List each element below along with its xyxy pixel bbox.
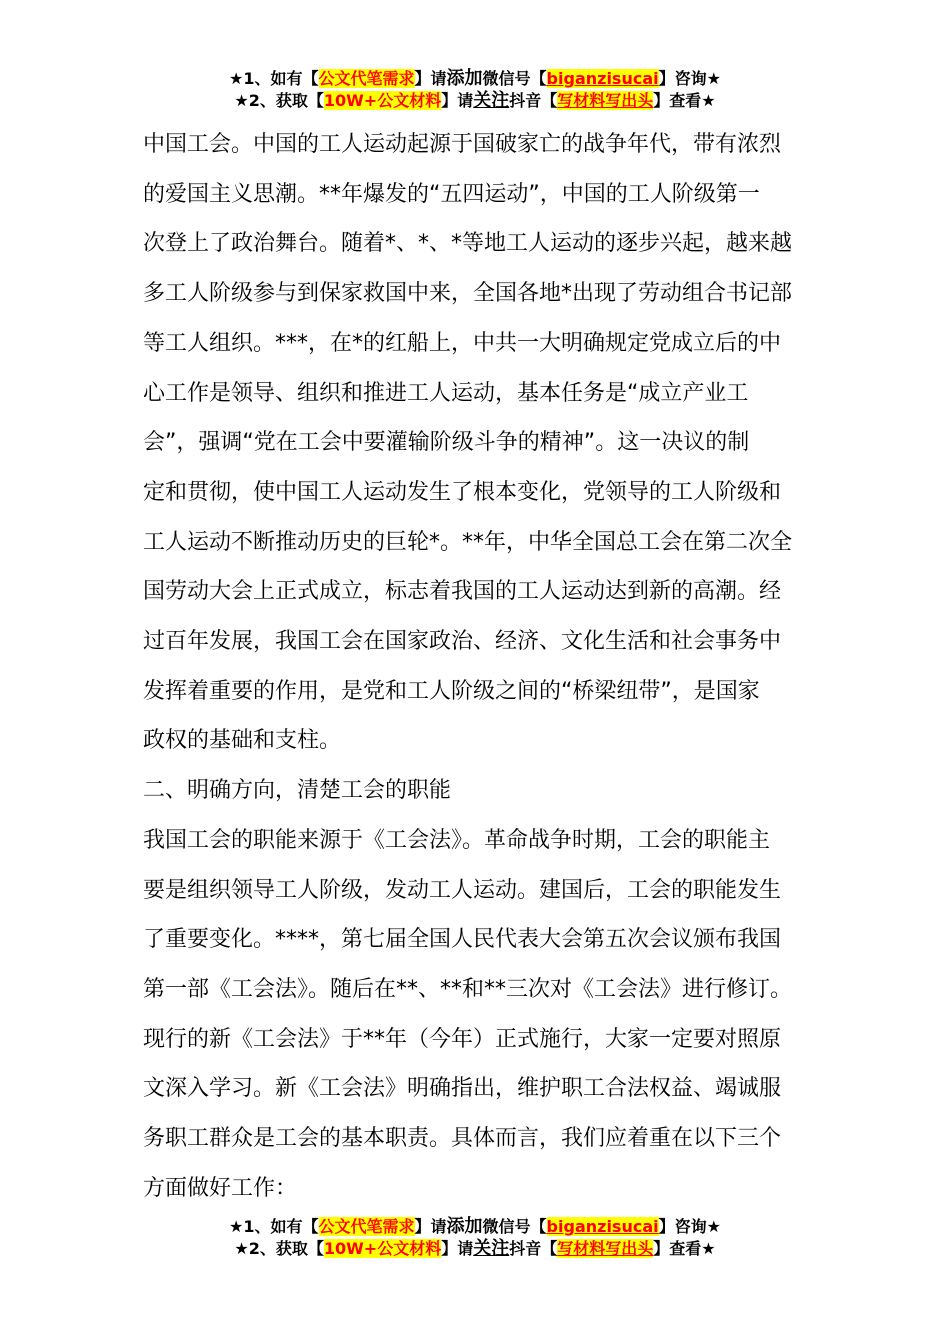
body-line: 国劳动大会上正式成立，标志着我国的工人运动达到新的高潮。经 bbox=[143, 579, 782, 605]
banner-suffix: 】查看★ bbox=[653, 1239, 716, 1258]
banner-line-2 bbox=[0, 1238, 950, 1260]
body-line: 要是组织领导工人阶级，发动工人运动。建国后，工会的职能发生 bbox=[143, 877, 782, 903]
banner-prefix: ★1、如有【 bbox=[229, 69, 319, 88]
banner-line-1 bbox=[0, 68, 950, 90]
body-line: 务职工群众是工会的基本职责。具体而言，我们应着重在以下三个 bbox=[143, 1126, 782, 1152]
banner-emphasis: 添加 bbox=[446, 68, 483, 89]
body-line: 过百年发展，我国工会在国家政治、经济、文化生活和社会事务中 bbox=[143, 629, 782, 655]
banner-highlight: 10W+公文材料 bbox=[323, 91, 442, 110]
banner-line-1 bbox=[0, 1216, 950, 1238]
body-line: 文深入学习。新《工会法》明确指出，维护职工合法权益、竭诚服 bbox=[143, 1076, 782, 1102]
body-line: 了重要变化。****，第七届全国人民代表大会第五次会议颁布我国 bbox=[143, 927, 782, 953]
banner-prefix: ★1、如有【 bbox=[229, 1217, 319, 1236]
body-line: 现行的新《工会法》于**年（今年）正式施行，大家一定要对照原 bbox=[143, 1026, 782, 1052]
top-banner bbox=[0, 68, 950, 112]
banner-douyin-id: 写材料写出头 bbox=[557, 91, 654, 110]
body-line: 我国工会的职能来源于《工会法》。革命战争时期，工会的职能主 bbox=[143, 827, 771, 853]
document-body bbox=[143, 120, 815, 1213]
banner-line-2 bbox=[0, 90, 950, 112]
banner-highlight: 公文代笔需求 bbox=[318, 1217, 415, 1236]
body-line: 等工人组织。***，在*的红船上，中共一大明确规定党成立后的中 bbox=[143, 330, 782, 356]
banner-emphasis: 关注 bbox=[473, 1238, 510, 1259]
banner-text: 】请 bbox=[414, 69, 447, 88]
section-heading: 二、明确方向，清楚工会的职能 bbox=[143, 778, 452, 804]
body-line: 的爱国主义思潮。**年爆发的“五四运动”，中国的工人阶级第一 bbox=[143, 181, 760, 207]
banner-text: 抖音【 bbox=[509, 1239, 558, 1258]
banner-prefix: ★2、获取【 bbox=[234, 1239, 324, 1258]
body-line: 政权的基础和支柱。 bbox=[143, 728, 342, 754]
banner-douyin-id: 写材料写出头 bbox=[557, 1239, 654, 1258]
body-line: 多工人阶级参与到保家救国中来，全国各地*出现了劳动组合书记部 bbox=[143, 281, 793, 307]
banner-wechat-id: biganzisucai bbox=[546, 1217, 659, 1236]
banner-highlight: 公文代笔需求 bbox=[318, 69, 415, 88]
bottom-banner bbox=[0, 1216, 950, 1260]
banner-text: 】请 bbox=[441, 1239, 474, 1258]
banner-suffix: 】咨询★ bbox=[658, 1217, 721, 1236]
body-line: 发挥着重要的作用，是党和工人阶级之间的“桥梁纽带”，是国家 bbox=[143, 678, 760, 704]
body-line: 次登上了政治舞台。随着*、*、*等地工人运动的逐步兴起，越来越 bbox=[143, 231, 793, 257]
body-line: 第一部《工会法》。随后在**、**和**三次对《工会法》进行修订。 bbox=[143, 976, 793, 1002]
body-line: 会”，强调“党在工会中要灌输阶级斗争的精神”。这一决议的制 bbox=[143, 430, 750, 456]
body-line: 定和贯彻，使中国工人运动发生了根本变化，党领导的工人阶级和 bbox=[143, 479, 782, 505]
banner-emphasis: 添加 bbox=[446, 1216, 483, 1237]
banner-prefix: ★2、获取【 bbox=[234, 91, 324, 110]
banner-suffix: 】咨询★ bbox=[658, 69, 721, 88]
banner-emphasis: 关注 bbox=[473, 90, 510, 111]
banner-suffix: 】查看★ bbox=[653, 91, 716, 110]
banner-text: 抖音【 bbox=[509, 91, 558, 110]
body-line: 心工作是领导、组织和推进工人运动，基本任务是“成立产业工 bbox=[143, 380, 749, 406]
body-line: 工人运动不断推动历史的巨轮*。**年，中华全国总工会在第二次全 bbox=[143, 529, 793, 555]
banner-text: 微信号【 bbox=[482, 69, 547, 88]
body-line: 方面做好工作： bbox=[143, 1175, 298, 1201]
banner-text: 】请 bbox=[441, 91, 474, 110]
banner-text: 微信号【 bbox=[482, 1217, 547, 1236]
banner-wechat-id: biganzisucai bbox=[546, 69, 659, 88]
banner-text: 】请 bbox=[414, 1217, 447, 1236]
body-line: 中国工会。中国的工人运动起源于国破家亡的战争年代，带有浓烈 bbox=[143, 132, 782, 157]
banner-highlight: 10W+公文材料 bbox=[323, 1239, 442, 1258]
